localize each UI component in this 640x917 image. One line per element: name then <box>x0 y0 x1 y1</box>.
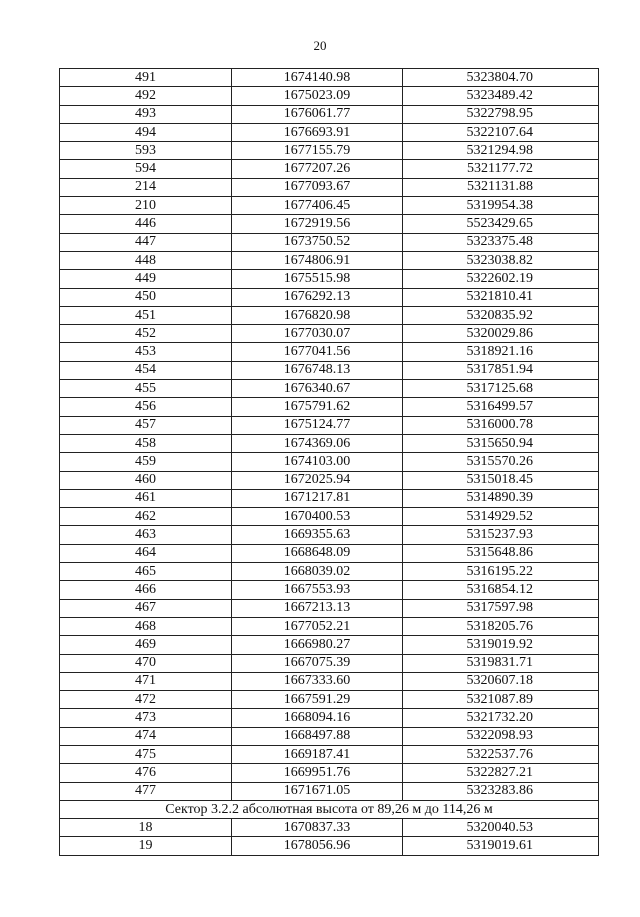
table-row <box>60 270 599 288</box>
table-row <box>60 361 599 379</box>
y-coordinate-cell: 5321177.72 <box>403 160 599 178</box>
point-number-cell: 473 <box>60 709 232 727</box>
y-coordinate-cell: 5318205.76 <box>403 617 599 635</box>
table-row <box>60 508 599 526</box>
table-row <box>60 434 599 452</box>
table-row <box>60 636 599 654</box>
point-number-cell: 455 <box>60 380 232 398</box>
x-coordinate-cell: 1675791.62 <box>232 398 403 416</box>
y-coordinate-cell: 5315237.93 <box>403 526 599 544</box>
y-coordinate-cell: 5316499.57 <box>403 398 599 416</box>
table-row <box>60 581 599 599</box>
point-number-cell: 476 <box>60 764 232 782</box>
x-coordinate-cell: 1668497.88 <box>232 727 403 745</box>
point-number-cell: 459 <box>60 453 232 471</box>
point-number-cell: 453 <box>60 343 232 361</box>
table-row <box>60 325 599 343</box>
y-coordinate-cell: 5323038.82 <box>403 251 599 269</box>
y-coordinate-cell: 5323375.48 <box>403 233 599 251</box>
point-number-cell: 210 <box>60 197 232 215</box>
point-number-cell: 462 <box>60 508 232 526</box>
x-coordinate-cell: 1668039.02 <box>232 563 403 581</box>
table-row <box>60 69 599 87</box>
point-number-cell: 447 <box>60 233 232 251</box>
point-number-cell: 454 <box>60 361 232 379</box>
x-coordinate-cell: 1670400.53 <box>232 508 403 526</box>
y-coordinate-cell: 5323489.42 <box>403 87 599 105</box>
x-coordinate-cell: 1675515.98 <box>232 270 403 288</box>
x-coordinate-cell: 1677406.45 <box>232 197 403 215</box>
point-number-cell: 471 <box>60 672 232 690</box>
x-coordinate-cell: 1667333.60 <box>232 672 403 690</box>
table-row <box>60 672 599 690</box>
x-coordinate-cell: 1666980.27 <box>232 636 403 654</box>
table-row <box>60 306 599 324</box>
y-coordinate-cell: 5314929.52 <box>403 508 599 526</box>
x-coordinate-cell: 1675023.09 <box>232 87 403 105</box>
point-number-cell: 457 <box>60 416 232 434</box>
point-number-cell: 448 <box>60 251 232 269</box>
x-coordinate-cell: 1674806.91 <box>232 251 403 269</box>
point-number-cell: 467 <box>60 599 232 617</box>
point-number-cell: 463 <box>60 526 232 544</box>
table-row <box>60 563 599 581</box>
y-coordinate-cell: 5322798.95 <box>403 105 599 123</box>
x-coordinate-cell: 1668094.16 <box>232 709 403 727</box>
point-number-cell: 456 <box>60 398 232 416</box>
point-number-cell: 451 <box>60 306 232 324</box>
y-coordinate-cell: 5321087.89 <box>403 691 599 709</box>
x-coordinate-cell: 1672025.94 <box>232 471 403 489</box>
y-coordinate-cell: 5321294.98 <box>403 142 599 160</box>
x-coordinate-cell: 1673750.52 <box>232 233 403 251</box>
y-coordinate-cell: 5322098.93 <box>403 727 599 745</box>
x-coordinate-cell: 1677030.07 <box>232 325 403 343</box>
point-number-cell: 461 <box>60 489 232 507</box>
y-coordinate-cell: 5318921.16 <box>403 343 599 361</box>
x-coordinate-cell: 1669951.76 <box>232 764 403 782</box>
table-row <box>60 544 599 562</box>
point-number-cell: 593 <box>60 142 232 160</box>
table-row <box>60 87 599 105</box>
x-coordinate-cell: 1670837.33 <box>232 819 403 837</box>
point-number-cell: 492 <box>60 87 232 105</box>
y-coordinate-cell: 5320835.92 <box>403 306 599 324</box>
table-row <box>60 215 599 233</box>
y-coordinate-cell: 5315018.45 <box>403 471 599 489</box>
x-coordinate-cell: 1677052.21 <box>232 617 403 635</box>
point-number-cell: 466 <box>60 581 232 599</box>
y-coordinate-cell: 5320029.86 <box>403 325 599 343</box>
x-coordinate-cell: 1669355.63 <box>232 526 403 544</box>
table-row <box>60 123 599 141</box>
point-number-cell: 594 <box>60 160 232 178</box>
x-coordinate-cell: 1667075.39 <box>232 654 403 672</box>
point-number-cell: 491 <box>60 69 232 87</box>
table-row <box>60 142 599 160</box>
y-coordinate-cell: 5320607.18 <box>403 672 599 690</box>
table-row <box>60 288 599 306</box>
table-row <box>60 599 599 617</box>
x-coordinate-cell: 1678056.96 <box>232 837 403 855</box>
x-coordinate-cell: 1671217.81 <box>232 489 403 507</box>
table-row <box>60 416 599 434</box>
y-coordinate-cell: 5315650.94 <box>403 434 599 452</box>
x-coordinate-cell: 1677207.26 <box>232 160 403 178</box>
x-coordinate-cell: 1677041.56 <box>232 343 403 361</box>
table-row <box>60 837 599 855</box>
x-coordinate-cell: 1674140.98 <box>232 69 403 87</box>
y-coordinate-cell: 5316000.78 <box>403 416 599 434</box>
y-coordinate-cell: 5319019.61 <box>403 837 599 855</box>
x-coordinate-cell: 1676061.77 <box>232 105 403 123</box>
table-row <box>60 380 599 398</box>
y-coordinate-cell: 5314890.39 <box>403 489 599 507</box>
x-coordinate-cell: 1668648.09 <box>232 544 403 562</box>
point-number-cell: 494 <box>60 123 232 141</box>
y-coordinate-cell: 5321732.20 <box>403 709 599 727</box>
x-coordinate-cell: 1676693.91 <box>232 123 403 141</box>
x-coordinate-cell: 1667553.93 <box>232 581 403 599</box>
table-row <box>60 105 599 123</box>
point-number-cell: 477 <box>60 782 232 800</box>
y-coordinate-cell: 5323804.70 <box>403 69 599 87</box>
y-coordinate-cell: 5315570.26 <box>403 453 599 471</box>
x-coordinate-cell: 1674103.00 <box>232 453 403 471</box>
point-number-cell: 470 <box>60 654 232 672</box>
y-coordinate-cell: 5322602.19 <box>403 270 599 288</box>
table-row <box>60 691 599 709</box>
table-row <box>60 489 599 507</box>
table-row <box>60 343 599 361</box>
x-coordinate-cell: 1669187.41 <box>232 745 403 763</box>
y-coordinate-cell: 5316854.12 <box>403 581 599 599</box>
point-number-cell: 474 <box>60 727 232 745</box>
table-row <box>60 745 599 763</box>
y-coordinate-cell: 5320040.53 <box>403 819 599 837</box>
coordinates-table <box>59 68 599 856</box>
point-number-cell: 472 <box>60 691 232 709</box>
point-number-cell: 18 <box>60 819 232 837</box>
y-coordinate-cell: 5523429.65 <box>403 215 599 233</box>
x-coordinate-cell: 1667213.13 <box>232 599 403 617</box>
y-coordinate-cell: 5317125.68 <box>403 380 599 398</box>
x-coordinate-cell: 1667591.29 <box>232 691 403 709</box>
point-number-cell: 468 <box>60 617 232 635</box>
y-coordinate-cell: 5319019.92 <box>403 636 599 654</box>
y-coordinate-cell: 5322107.64 <box>403 123 599 141</box>
y-coordinate-cell: 5317851.94 <box>403 361 599 379</box>
section-heading-row <box>60 800 599 818</box>
table-row <box>60 617 599 635</box>
x-coordinate-cell: 1677155.79 <box>232 142 403 160</box>
y-coordinate-cell: 5323283.86 <box>403 782 599 800</box>
table-row <box>60 782 599 800</box>
point-number-cell: 464 <box>60 544 232 562</box>
table-row <box>60 727 599 745</box>
y-coordinate-cell: 5316195.22 <box>403 563 599 581</box>
point-number-cell: 469 <box>60 636 232 654</box>
y-coordinate-cell: 5321810.41 <box>403 288 599 306</box>
point-number-cell: 465 <box>60 563 232 581</box>
y-coordinate-cell: 5319954.38 <box>403 197 599 215</box>
x-coordinate-cell: 1676748.13 <box>232 361 403 379</box>
x-coordinate-cell: 1675124.77 <box>232 416 403 434</box>
point-number-cell: 449 <box>60 270 232 288</box>
point-number-cell: 214 <box>60 178 232 196</box>
section-heading: Сектор 3.2.2 абсолютная высота от 89,26 м до 114,26 м <box>60 800 599 818</box>
table-row <box>60 654 599 672</box>
table-row <box>60 471 599 489</box>
y-coordinate-cell: 5317597.98 <box>403 599 599 617</box>
table-row <box>60 819 599 837</box>
table-row <box>60 764 599 782</box>
table-row <box>60 160 599 178</box>
table-row <box>60 197 599 215</box>
table-row <box>60 178 599 196</box>
table-row <box>60 453 599 471</box>
x-coordinate-cell: 1674369.06 <box>232 434 403 452</box>
y-coordinate-cell: 5319831.71 <box>403 654 599 672</box>
y-coordinate-cell: 5322827.21 <box>403 764 599 782</box>
point-number-cell: 475 <box>60 745 232 763</box>
y-coordinate-cell: 5322537.76 <box>403 745 599 763</box>
table-row <box>60 398 599 416</box>
table-row <box>60 251 599 269</box>
x-coordinate-cell: 1676340.67 <box>232 380 403 398</box>
x-coordinate-cell: 1676292.13 <box>232 288 403 306</box>
point-number-cell: 452 <box>60 325 232 343</box>
page-number: 20 <box>313 38 327 53</box>
point-number-cell: 19 <box>60 837 232 855</box>
point-number-cell: 450 <box>60 288 232 306</box>
point-number-cell: 446 <box>60 215 232 233</box>
point-number-cell: 458 <box>60 434 232 452</box>
point-number-cell: 493 <box>60 105 232 123</box>
table-row <box>60 526 599 544</box>
y-coordinate-cell: 5315648.86 <box>403 544 599 562</box>
table-row <box>60 709 599 727</box>
x-coordinate-cell: 1672919.56 <box>232 215 403 233</box>
x-coordinate-cell: 1676820.98 <box>232 306 403 324</box>
y-coordinate-cell: 5321131.88 <box>403 178 599 196</box>
table-row <box>60 233 599 251</box>
point-number-cell: 460 <box>60 471 232 489</box>
x-coordinate-cell: 1677093.67 <box>232 178 403 196</box>
x-coordinate-cell: 1671671.05 <box>232 782 403 800</box>
